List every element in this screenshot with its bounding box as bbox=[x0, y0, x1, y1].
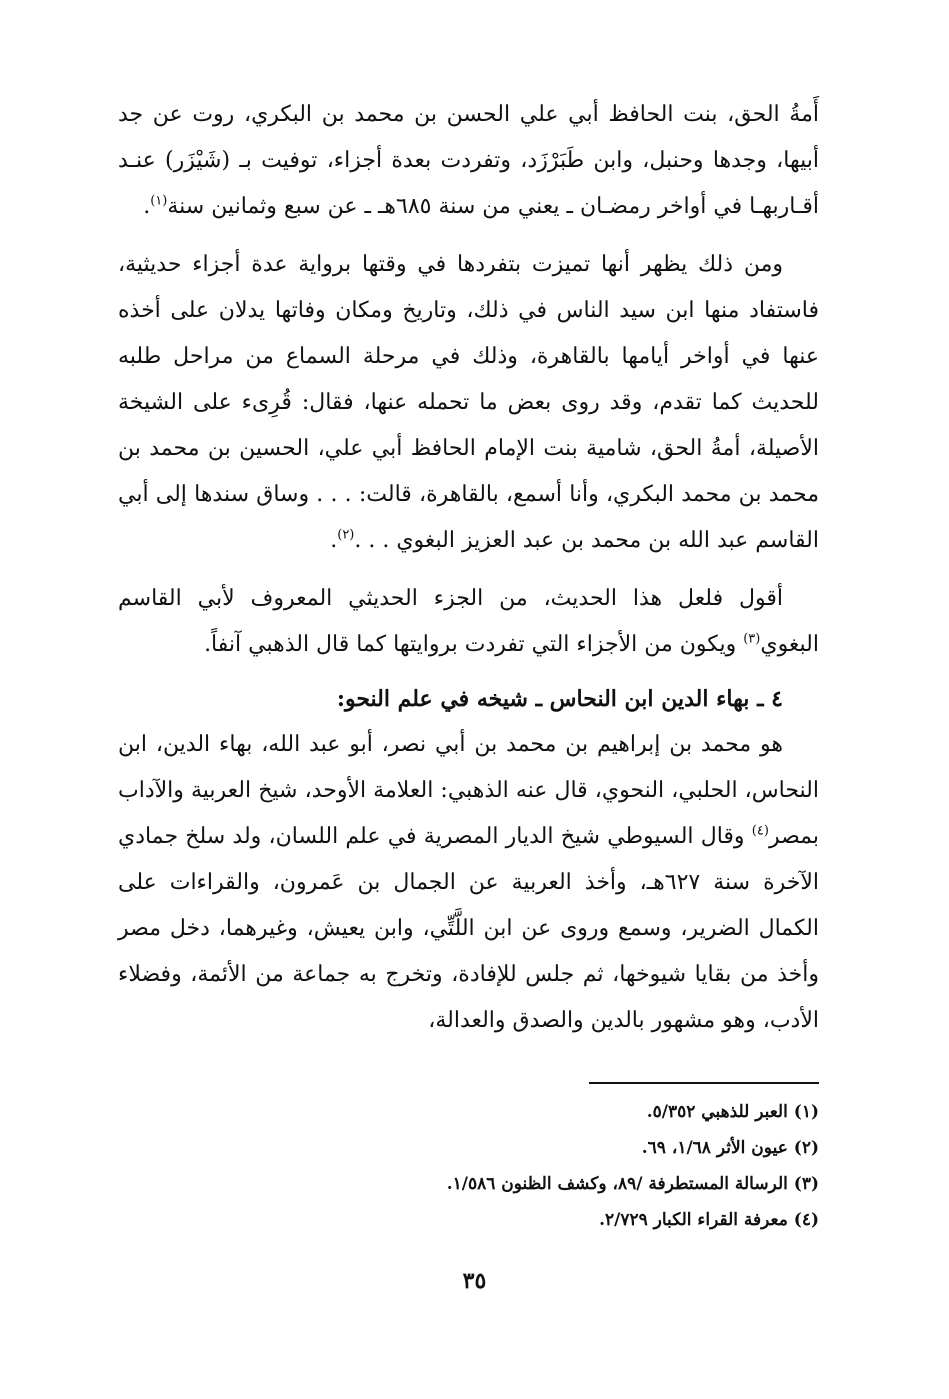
section-heading: ٤ ـ بهاء الدين ابن النحاس ـ شيخه في علم النحو: bbox=[336, 686, 783, 712]
paragraph-1 bbox=[118, 92, 819, 230]
footnote-ref-4: (٤) bbox=[751, 823, 769, 839]
paragraph-4-text-b: وقال السيوطي شيخ الديار المصرية في علم اللسان، ولد سلخ جمادي الآخرة سنة ٦٢٧هـ، وأخذ العربية عن الجمال بن عَمرون، والقراءات على الكمال الضرير، وسمع وروى عن ابن اللَّتِّي، وابن يعيش، وغيرهما، دخل مصر وأخذ من بقايا شيوخها، ثم جلس للإفادة، وتخرج به جماعة من الأئمة، وفضلاء الأدب، وهو مشهور بالدين والصدق والعدالة، bbox=[118, 824, 819, 1033]
paragraph-2-end: . bbox=[330, 528, 338, 553]
footnotes bbox=[118, 1094, 819, 1238]
page-body bbox=[118, 92, 819, 1044]
paragraph-3 bbox=[118, 576, 819, 668]
footnote-ref-2: (٢) bbox=[337, 527, 355, 543]
paragraph-1-end: . bbox=[143, 194, 151, 219]
page-number: ٣٥ bbox=[462, 1268, 487, 1294]
footnote-ref-1: (١) bbox=[150, 193, 168, 209]
footnote-divider bbox=[589, 1082, 819, 1084]
footnote-3: (٣) الرسالة المستطرفة /٨٩، وكشف الظنون ١/٥٨٦. bbox=[446, 1174, 819, 1194]
footnote-1: (١) العبر للذهبي ٥/٣٥٢. bbox=[646, 1102, 819, 1122]
paragraph-3-text-a: أقول فلعل هذا الحديث، من الجزء الحديثي المعروف لأبي القاسم البغوي bbox=[118, 586, 819, 657]
paragraph-1-text: أَمةُ الحق، بنت الحافظ أبي علي الحسن بن محمد بن البكري، روت عن جد أبيها، وجدها وحنبل، وابن طَبَرْزَد، وتفردت بعدة أجزاء، توفيت بـ (شَيْزَر) عنـد أقـاربهـا في أواخر رمضـان ـ يعني من سنة ٦٨٥هـ ـ عن سبع وثمانين سنة bbox=[118, 102, 820, 219]
paragraph-2 bbox=[118, 242, 819, 564]
paragraph-3-text-b: ويكون من الأجزاء التي تفردت بروايتها كما قال الذهبي آنفاً. bbox=[204, 632, 744, 657]
paragraph-2-text: ومن ذلك يظهر أنها تميزت بتفردها في وقتها برواية عدة أجزاء حديثية، فاستفاد منها ابن سيد الناس في ذلك، وتاريخ ومكان وفاتها يدلان على أخذه عنها في أواخر أيامها بالقاهرة، وذلك في مرحلة السماع من مراحل طلبه للحديث كما تقدم، وقد روى بعض ما تحمله عنها، فقال: قُرِىء على الشيخة الأصيلة، أمةُ الحق، شامية بنت الإمام الحافظ أبي علي، الحسين بن محمد بن محمد بن محمد البكري، وأنا أسمع، بالقاهرة، قالت: . . . وساق سندها إلى أبي القاسم عبد الله بن محمد بن عبد العزيز البغوي . . . bbox=[118, 252, 819, 553]
footnote-ref-3: (٣) bbox=[743, 631, 761, 647]
footnote-4: (٤) معرفة القراء الكبار ٢/٧٢٩. bbox=[599, 1210, 819, 1230]
paragraph-4 bbox=[118, 722, 819, 1044]
footnote-2: (٢) عيون الأثر ١/٦٨، ٦٩. bbox=[641, 1138, 819, 1158]
paragraph-4-text-a: هو محمد بن إبراهيم بن محمد بن أبي نصر، أبو عبد الله، بهاء الدين، ابن النحاس، الحلبي، النحوي، قال عنه الذهبي: العلامة الأوحد، شيخ العربية والآداب بمصر bbox=[118, 732, 819, 849]
